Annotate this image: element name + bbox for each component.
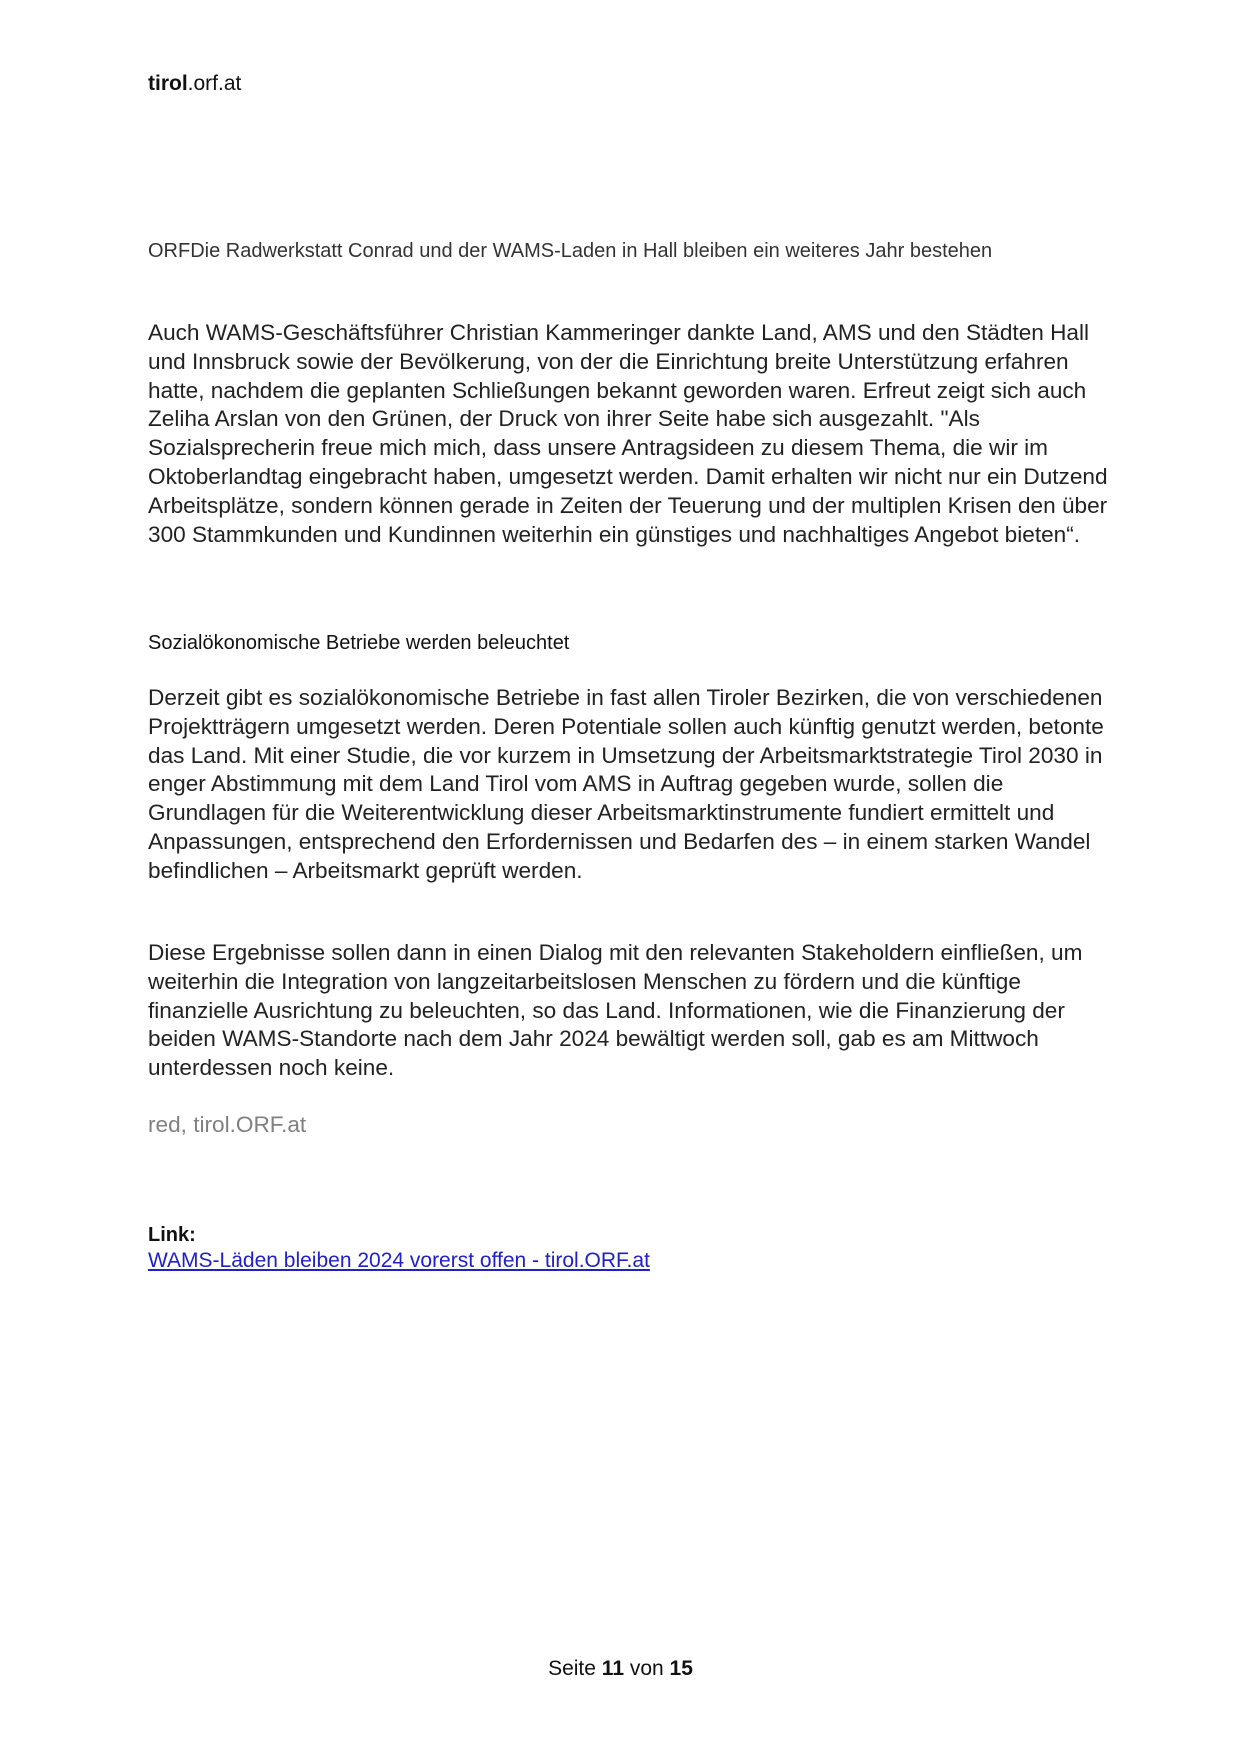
site-header (148, 72, 241, 96)
image-caption: ORFDie Radwerkstatt Conrad und der WAMS-Laden in Hall bleiben ein weiteres Jahr bestehen (148, 240, 993, 262)
article-paragraph-3: Diese Ergebnisse sollen dann in einen Dialog mit den relevanten Stakeholdern einfließen, um weiterhin die Integration von langzeitarbeitslosen Menschen zu fördern und die künftige finanzielle Ausrichtung zu beleuchten, so das Land. Informationen, wie die Finanzierung der beiden WAMS-Standorte nach dem Jahr 2024 bewältigt werden soll, gab es am Mittwoch unterdessen noch keine. (148, 940, 1083, 1081)
article-paragraph-1: Auch WAMS-Geschäftsführer Christian Kammeringer dankte Land, AMS und den Städten Hall und Innsbruck sowie der Bevölkerung, von der die Einrichtung breite Unterstützung erfahren hatte, nachdem die geplanten Schließungen bekannt geworden waren. Erfreut zeigt sich auch Zeliha Arslan von den Grünen, der Druck von ihrer Seite habe sich ausgezahlt. "Als Sozialsprecherin freue mich mich, dass unsere Antragsideen zu diesem Thema, die wir im Oktoberlandtag eingebracht haben, umgesetzt werden. Damit erhalten wir nicht nur ein Dutzend Arbeitsplätze, sondern können gerade in Zeiten der Teuerung und der multiplen Krisen den über 300 Stammkunden und Kundinnen weiterhin ein günstiges und nachhaltiges Angebot bieten“. (148, 320, 1108, 547)
article-source-link[interactable]: WAMS-Läden bleiben 2024 vorerst offen - tirol.ORF.at (148, 1249, 650, 1272)
site-name-bold: tirol (148, 72, 188, 95)
link-label: Link: (148, 1224, 196, 1246)
page-footer (0, 1657, 1241, 1681)
current-page-number: 11 (601, 1657, 624, 1680)
article-credit: red, tirol.ORF.at (148, 1112, 307, 1137)
page-prefix: Seite (548, 1657, 596, 1680)
article-paragraph-2: Derzeit gibt es sozialökonomische Betriebe in fast allen Tiroler Bezirken, die von verschiedenen Projektträgern umgesetzt werden. Deren Potentiale sollen auch künftig genutzt werden, betonte das Land. Mit einer Studie, die vor kurzem in Umsetzung der Arbeitsmarktstrategie Tirol 2030 in enger Abstimmung mit dem Land Tirol vom AMS in Auftrag gegeben wurde, sollen die Grundlagen für die Weiterentwicklung dieser Arbeitsmarktinstrumente fundiert ermittelt und Anpassungen, entsprechend den Erfordernissen und Bedarfen des – in einem starken Wandel befindlichen – Arbeitsmarkt geprüft werden. (148, 685, 1104, 883)
page-separator: von (629, 1657, 664, 1680)
site-name-domain: .orf.at (187, 72, 242, 95)
article-subheading: Sozialökonomische Betriebe werden beleuchtet (148, 632, 570, 654)
total-page-count: 15 (669, 1657, 693, 1680)
